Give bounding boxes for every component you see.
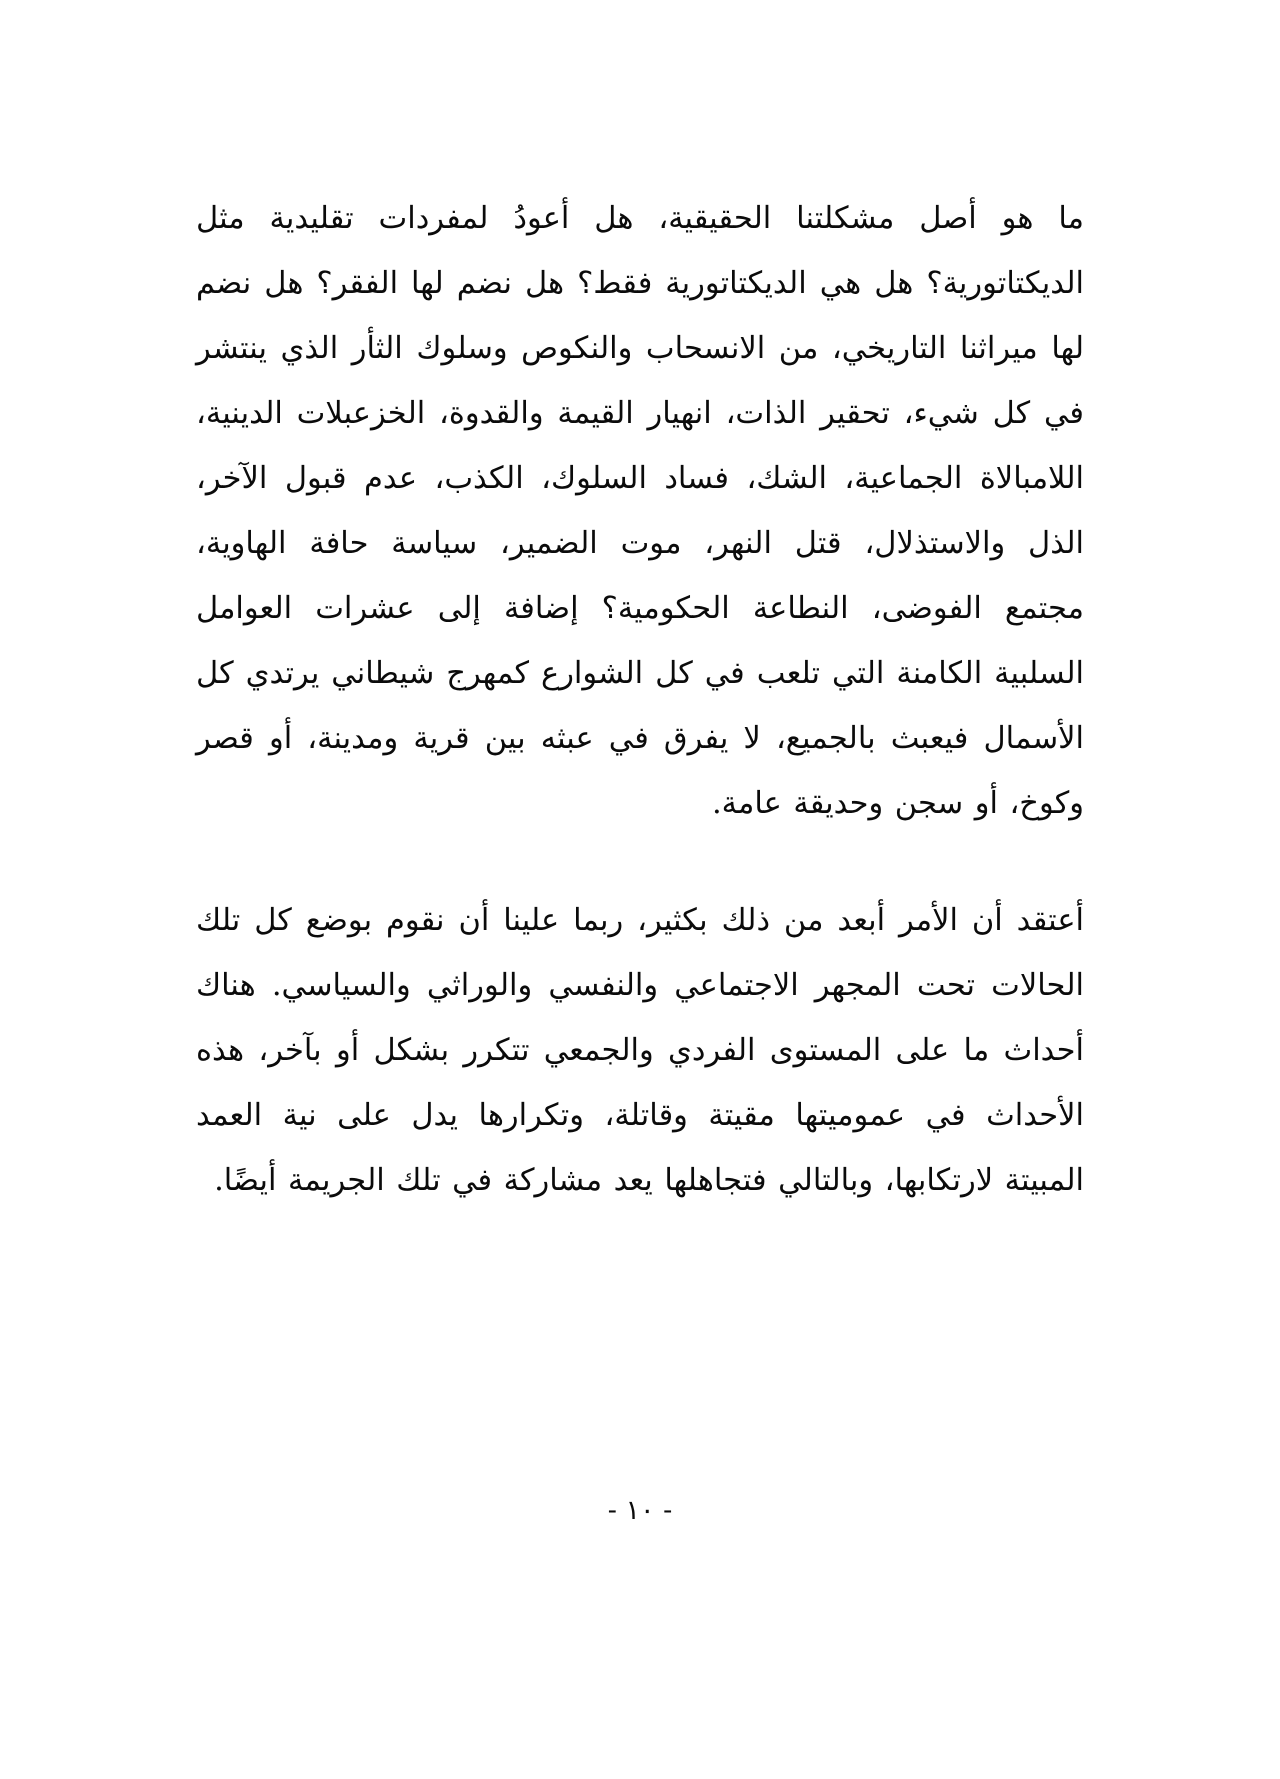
paragraph-2-continuation: هناك أحداث ما على المستوى الفردي والجمعي تتكرر بشكل أو بآخر، هذه الأحداث في عموميتها مقيتة وقاتلة، وتكرارها يدل على نية العمد المبيتة لارتكابها، وبالتالي فتجاهلها يعد مشاركة في تلك الجريمة أيضًا. [196, 968, 1084, 1198]
paragraph-1 [196, 186, 1084, 836]
paragraph-2 [196, 888, 1084, 1213]
paragraph-1-main: ما هو أصل مشكلتنا الحقيقية، هل أعودُ لمفردات تقليدية مثل الديكتاتورية؟ هل هي الديكتاتورية فقط؟ هل نضم لها الفقر؟ هل نضم لها ميراثنا التاريخي، من الانسحاب والنكوص وسلوك الثأر الذي ينتشر في كل شيء، تحقير الذات، انهيار القيمة والقدوة، الخزعبلات الدينية، اللامبالاة الجماعية، الشك، فساد السلوك، الكذب، عدم قبول الآخر، الذل والاستذلال، قتل النهر، موت الضمير، سياسة حافة الهاوية، مجتمع الفوضى، النطاعة الحكومية؟ [196, 201, 1084, 626]
paragraph-1-continuation: إضافة إلى عشرات العوامل السلبية الكامنة التي تلعب في كل الشوارع كمهرج شيطاني يرتدي كل الأسمال فيعبث بالجميع، لا يفرق في عبثه بين قرية ومدينة، أو قصر وكوخ، أو سجن وحديقة عامة. [196, 591, 1084, 821]
page-number: - ١٠ - [607, 1495, 673, 1526]
paragraph-2-main: أعتقد أن الأمر أبعد من ذلك بكثير، ربما علينا أن نقوم بوضع كل تلك الحالات تحت المجهر الاجتماعي والنفسي والوراثي والسياسي. [196, 903, 1084, 1003]
page-text-block [196, 186, 1084, 1213]
